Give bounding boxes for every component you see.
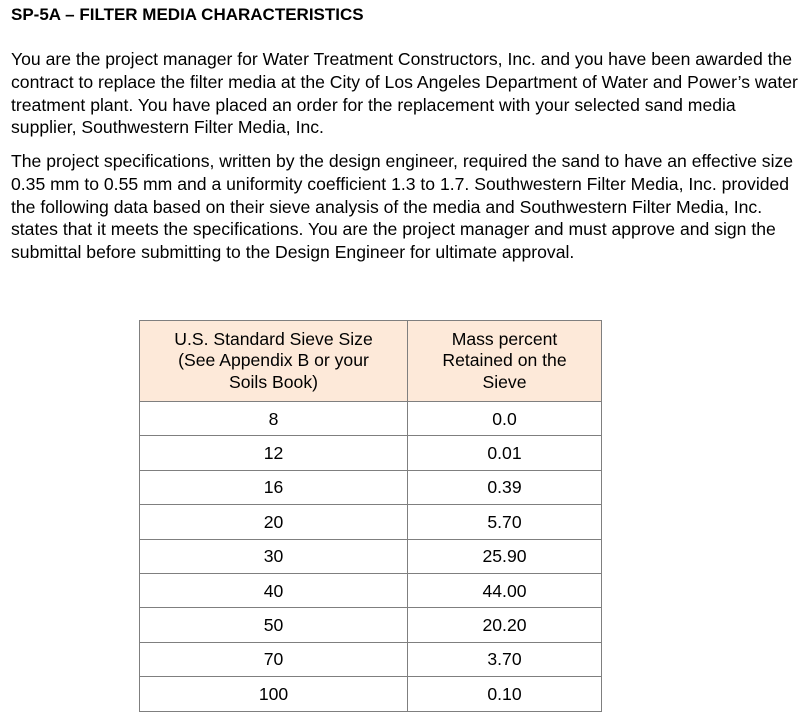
table-row — [140, 505, 602, 539]
sieve-size-cell: 70 — [140, 642, 408, 676]
table-row — [140, 436, 602, 470]
header-mass-percent — [408, 321, 602, 402]
sieve-size-cell: 8 — [140, 402, 408, 436]
mass-percent-cell: 0.01 — [408, 436, 602, 470]
sieve-size-cell: 100 — [140, 677, 408, 711]
sieve-size-cell: 50 — [140, 608, 408, 642]
sieve-size-cell: 20 — [140, 505, 408, 539]
header-mass-percent-line: Retained on the — [442, 350, 567, 371]
table-header-row — [140, 321, 602, 402]
sieve-size-cell: 30 — [140, 539, 408, 573]
paragraph-intro: You are the project manager for Water Treatment Constructors, Inc. and you have been awarded the contract to replace the filter media at the City of Los Angeles Department of Water and Power’s water treatment plant. You have placed an order for the replacement with your selected sand media supplier, Southwestern Filter Media, Inc. — [11, 49, 798, 138]
table-row — [140, 642, 602, 676]
mass-percent-cell: 3.70 — [408, 642, 602, 676]
mass-percent-cell: 0.39 — [408, 470, 602, 504]
table-row — [140, 677, 602, 711]
table-body — [140, 402, 602, 712]
sieve-size-cell: 16 — [140, 470, 408, 504]
mass-percent-cell: 44.00 — [408, 573, 602, 607]
mass-percent-cell: 5.70 — [408, 505, 602, 539]
table-row — [140, 470, 602, 504]
table-row — [140, 539, 602, 573]
header-sieve-size-line: (See Appendix B or your — [178, 350, 369, 371]
sieve-size-cell: 12 — [140, 436, 408, 470]
mass-percent-cell: 0.0 — [408, 402, 602, 436]
mass-percent-cell: 20.20 — [408, 608, 602, 642]
table-row — [140, 573, 602, 607]
header-mass-percent-line: Sieve — [482, 371, 527, 392]
mass-percent-cell: 0.10 — [408, 677, 602, 711]
document-heading: SP-5A – FILTER MEDIA CHARACTERISTICS — [11, 5, 364, 24]
sieve-size-cell: 40 — [140, 573, 408, 607]
mass-percent-cell: 25.90 — [408, 539, 602, 573]
header-sieve-size-line: Soils Book) — [229, 371, 318, 392]
sieve-analysis-table — [139, 320, 602, 712]
table-row — [140, 402, 602, 436]
header-sieve-size-line: U.S. Standard Sieve Size — [174, 328, 373, 349]
table-row — [140, 608, 602, 642]
table-header — [140, 321, 602, 402]
header-mass-percent-line: Mass percent — [451, 328, 558, 349]
header-sieve-size — [140, 321, 408, 402]
paragraph-specifications: The project specifications, written by the design engineer, required the sand to have an effective size 0.35 mm to 0.55 mm and a uniformity coefficient 1.3 to 1.7. Southwestern Filter Media, Inc. provided the following data based on their sieve analysis of the media and Southwestern Filter Media, Inc. states that it meets the specifications. You are the project manager and must approve and sign the submittal before submitting to the Design Engineer for ultimate approval. — [11, 151, 794, 263]
